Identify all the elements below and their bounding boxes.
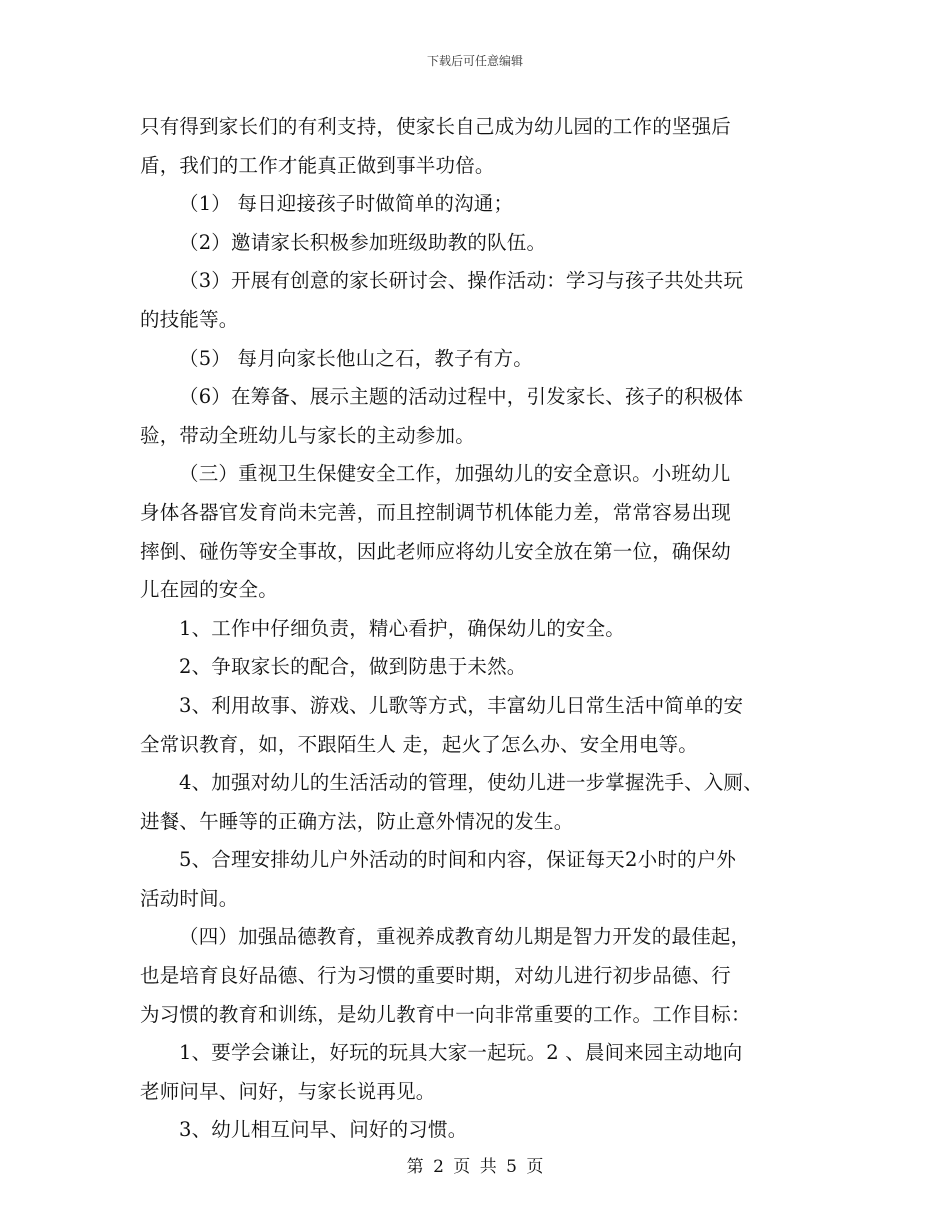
text-line: 4、加强对幼儿的生活活动的管理，使幼儿进一步掌握洗手、入厕、 — [179, 771, 763, 795]
text-line: 身体各器官发育尚未完善，而且控制调节机体能力差，常常容易出现 — [140, 500, 732, 524]
text-line: 的技能等。 — [140, 307, 239, 331]
text-line: 验，带动全班幼儿与家长的主动参加。 — [140, 423, 475, 447]
page-header: 下载后可任意编辑 — [426, 54, 523, 68]
text-line: 3、幼儿相互问早、问好的习惯。 — [179, 1118, 468, 1142]
text-line: 摔倒、碰伤等安全事故，因此老师应将幼儿安全放在第一位，确保幼 — [140, 539, 732, 563]
document-body — [140, 108, 830, 1150]
page-footer: 第 2 页 共 5 页 — [406, 1157, 544, 1177]
text-line: 只有得到家长们的有利支持，使家长自己成为幼儿园的工作的坚强后 — [140, 115, 732, 138]
text-line: （四）加强品德教育，重视养成教育幼儿期是智力开发的最佳起， — [179, 925, 751, 949]
text-line: 盾，我们的工作才能真正做到事半功倍。 — [140, 153, 495, 177]
text-line: 1、要学会谦让，好玩的玩具大家一起玩。2 、晨间来园主动地向 — [179, 1041, 743, 1065]
text-line: 老师问早、问好，与家长说再见。 — [140, 1079, 436, 1103]
text-line: （6）在筹备、展示主题的活动过程中，引发家长、孩子的积极体 — [179, 385, 744, 409]
text-line: 2、争取家长的配合，做到防患于未然。 — [179, 655, 527, 679]
text-line: （1） 每日迎接孩子时做简单的沟通； — [179, 192, 514, 216]
text-line: （2）邀请家长积极参加班级助教的队伍。 — [179, 230, 547, 254]
text-line: （三）重视卫生保健安全工作，加强幼儿的安全意识。小班幼儿 — [179, 462, 731, 486]
text-line: 3、利用故事、游戏、儿歌等方式，丰富幼儿日常生活中简单的安 — [179, 693, 744, 717]
text-line: 儿在园的安全。 — [140, 578, 278, 602]
text-line: 1、工作中仔细负责，精心看护，确保幼儿的安全。 — [179, 616, 626, 640]
text-line: 也是培育良好品德、行为习惯的重要时期，对幼儿进行初步品德、行 — [140, 964, 732, 988]
text-line: 全常识教育，如，不跟陌生人 走，起火了怎么办、安全用电等。 — [140, 732, 698, 756]
text-line: 活动时间。 — [140, 886, 239, 910]
text-line: （3）开展有创意的家长研讨会、操作活动：学习与孩子共处共玩 — [179, 269, 744, 293]
text-line: 进餐、午睡等的正确方法，防止意外情况的发生。 — [140, 809, 574, 833]
text-line: 5、合理安排幼儿户外活动的时间和内容，保证每天2小时的户外 — [179, 848, 737, 872]
text-line: （5） 每月向家长他山之石，教子有方。 — [179, 346, 533, 370]
text-line: 为习惯的教育和训练，是幼儿教育中一向非常重要的工作。工作目标： — [140, 1002, 751, 1026]
